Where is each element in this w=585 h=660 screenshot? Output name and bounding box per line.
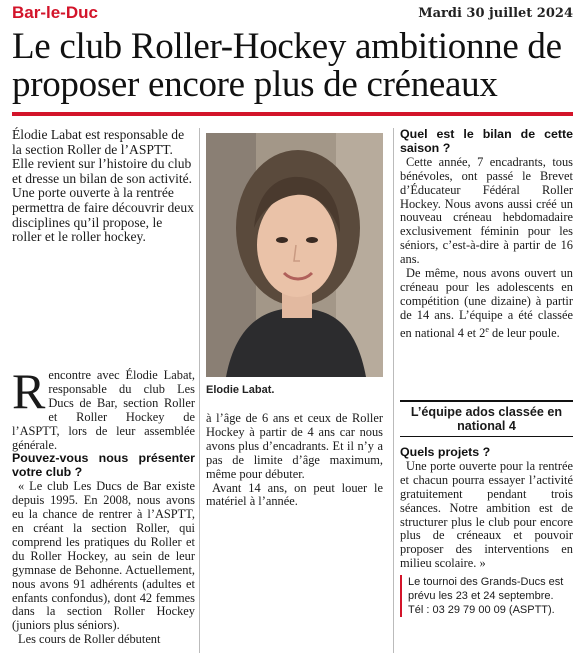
article-title: Le club Roller-Hockey ambitionne de proposer encore plus de créneaux — [12, 26, 562, 105]
intro-paragraph — [12, 363, 195, 452]
drop-cap: R — [12, 363, 46, 419]
intro-text: encontre avec Élodie Labat, responsable du club Les Ducs de Bar, section Roller et Roller Hockey de l’ASPTT, lors de leur assemblée générale. — [12, 368, 195, 452]
article-column-3 — [400, 128, 573, 341]
article-lead: Élodie Labat est responsable de la section Roller de l’ASPTT. Elle revient sur l’histoire du club et dresse un bilan de son activité. Une porte ouverte à la rentrée permettra de faire découvrir deux disciplines qu’il propose, le roller et le roller hockey. — [12, 127, 194, 245]
answer-2-paragraph: De même, nous avons ouvert un créneau pour les adolescents en compétition (une dizaine) à partir de 14 ans. L’équipe a été classée en national 4 et 2e de leur poule. — [400, 266, 573, 340]
column-divider — [199, 128, 200, 653]
pull-quote-heading: L’équipe ados classée en national 4 — [400, 400, 573, 437]
info-tournament: Le tournoi des Grands-Ducs est prévu les 23 et 24 septembre. — [408, 576, 564, 602]
answer-1-paragraph: Les cours de Roller débutent — [18, 632, 161, 647]
column-divider — [393, 128, 394, 653]
portrait-image — [206, 133, 383, 377]
question-2: Quel est le bilan de cette saison ? — [400, 127, 573, 155]
info-box — [400, 575, 578, 617]
answer-2-paragraph: Cette année, 7 encadrants, tous bénévoles, ont passé le Brevet d’Éducateur Fédéral Roller Hockey. Nous avons aussi créé un nouveau créneau hebdomadaire exclusivement féminin pour les séniors, c’est-à-dire à partir de 16 ans. — [400, 154, 573, 267]
question-3: Quels projets ? — [400, 445, 491, 459]
article-column-3-bottom — [400, 446, 573, 571]
answer-3-paragraph: Une porte ouverte pour la rentrée et chacun pourra essayer l’activité gratuitement pendant trois séances. Notre ambition est de structurer plus le club pour encore plus de créneaux et pouvoir proposer des interventions en milieu scolaire. » — [400, 458, 573, 571]
photo-caption: Elodie Labat. — [206, 384, 275, 396]
section-label[interactable]: Bar-le-Duc — [12, 3, 98, 22]
info-phone: Tél : 03 29 79 00 09 (ASPTT). — [408, 604, 555, 616]
question-1: Pouvez-vous nous présenter votre club ? — [12, 451, 195, 480]
answer-1-paragraph: à l’âge de 6 ans et ceux de Roller Hockey à partir de 4 ans car nous avons plus d’encadrants. Et il n’y a pas de limite d’âge maximum, même pour débuter. — [206, 411, 383, 481]
title-rule — [12, 112, 573, 116]
portrait-photo — [206, 133, 383, 377]
publication-date: Mardi 30 juillet 2024 — [418, 6, 573, 21]
article-column-1 — [12, 363, 195, 647]
article-column-2 — [206, 412, 383, 509]
answer-1-paragraph: Avant 14 ans, on peut louer le matériel à l’année. — [206, 480, 383, 509]
answer-1-paragraph: « Le club Les Ducs de Bar existe depuis 1995. En 2008, nous avons eu la chance de rentrer à l’ASPTT, en créant la section Roller, qui comprend les pratiques du Roller et du Roller Hockey, au sein de leur gymnase de Behonne. Actuellement, nous avons 91 adhérents (adultes et enfants confondus), dont 42 femmes dans la section Roller Hockey (juniors plus séniors). — [12, 479, 195, 633]
